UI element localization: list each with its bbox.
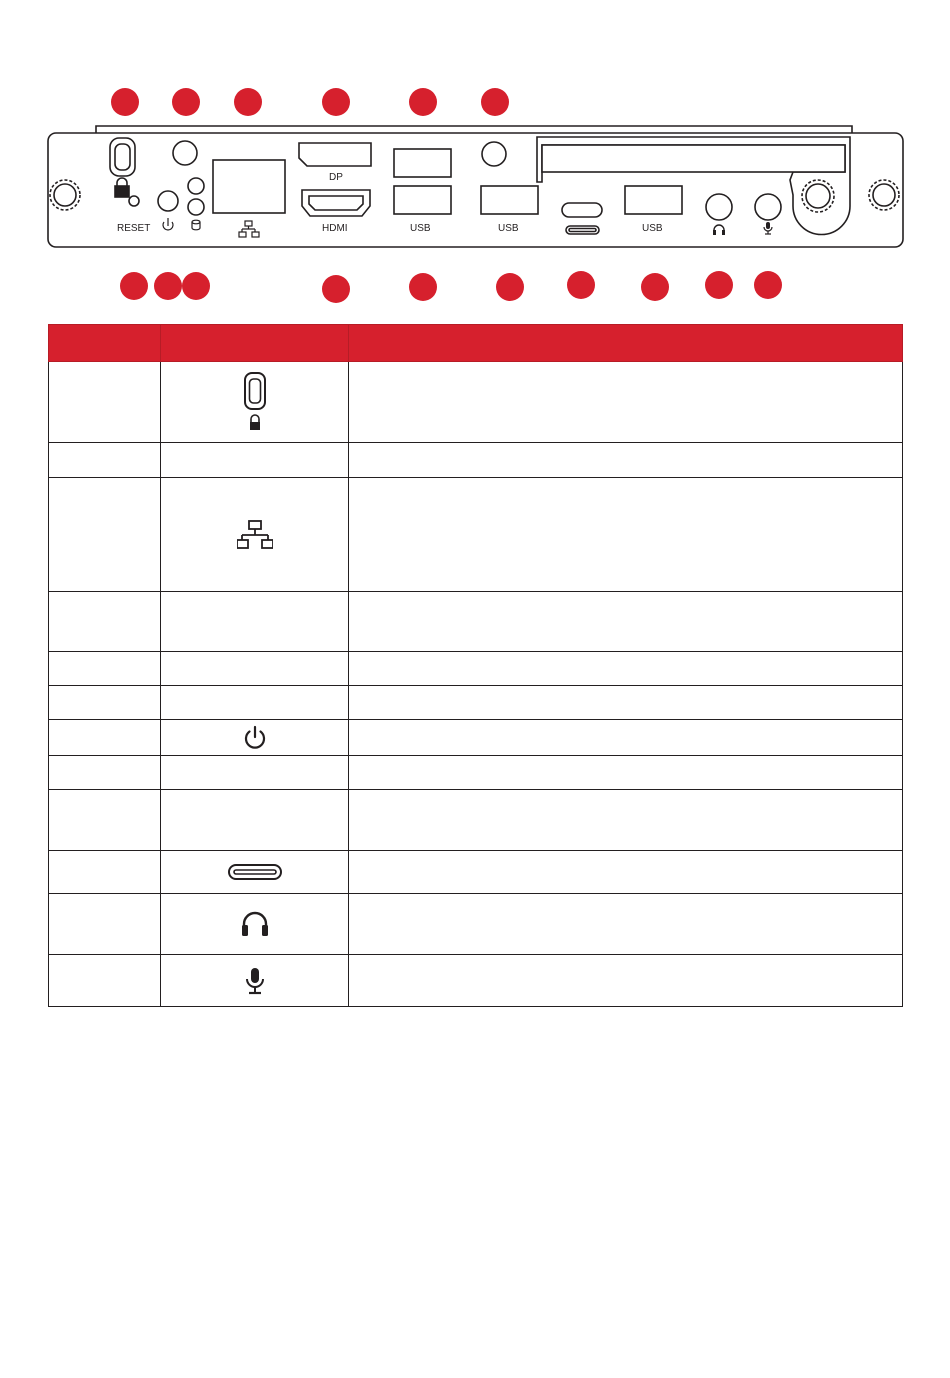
header-number <box>49 325 161 362</box>
row-description-cell <box>349 686 903 720</box>
table-row <box>49 790 903 851</box>
card-slot <box>537 137 850 234</box>
callout-marker <box>409 273 437 301</box>
table-row <box>49 652 903 686</box>
row-description-cell <box>349 790 903 851</box>
row-number-cell <box>49 686 161 720</box>
lan-network-icon <box>237 520 273 550</box>
row-description-cell <box>349 894 903 955</box>
row-number-cell <box>49 720 161 756</box>
table-header-row <box>49 325 903 362</box>
callout-marker <box>496 273 524 301</box>
led-indicator <box>188 178 204 194</box>
power-icon <box>163 218 173 230</box>
row-number-cell <box>49 362 161 443</box>
usb-c-port <box>562 203 602 234</box>
led-indicator <box>188 199 204 215</box>
usb-port <box>481 186 538 214</box>
row-description-cell <box>349 720 903 756</box>
row-number-cell <box>49 443 161 478</box>
headphone-jack <box>706 194 732 220</box>
row-number-cell <box>49 652 161 686</box>
row-number-cell <box>49 894 161 955</box>
callout-marker <box>641 273 669 301</box>
kensington-slot <box>110 138 139 206</box>
callout-marker <box>182 272 210 300</box>
top-callouts <box>111 88 509 116</box>
row-icon-cell <box>161 443 349 478</box>
storage-icon <box>192 220 200 230</box>
row-number-cell <box>49 592 161 652</box>
callout-marker <box>567 271 595 299</box>
port-spec-table <box>48 324 903 1007</box>
table-row <box>49 894 903 955</box>
row-description-cell <box>349 362 903 443</box>
hdmi-label: HDMI <box>322 223 348 234</box>
row-icon-cell <box>161 686 349 720</box>
table-row <box>49 720 903 756</box>
microphone-icon <box>764 222 772 234</box>
table-row <box>49 955 903 1007</box>
callout-marker <box>481 88 509 116</box>
row-icon-cell <box>161 478 349 592</box>
hdmi-port <box>302 190 370 216</box>
table-row <box>49 686 903 720</box>
dp-port <box>299 143 371 166</box>
row-description-cell <box>349 652 903 686</box>
dp-label: DP <box>329 172 343 183</box>
power-led-group <box>158 178 204 230</box>
row-icon-cell <box>161 592 349 652</box>
callout-marker <box>154 272 182 300</box>
row-description-cell <box>349 592 903 652</box>
row-icon-cell <box>161 362 349 443</box>
usb-label: USB <box>642 223 663 234</box>
callout-marker <box>409 88 437 116</box>
usb-label: USB <box>410 223 431 234</box>
row-icon-cell <box>161 894 349 955</box>
row-number-cell <box>49 955 161 1007</box>
callout-marker <box>754 271 782 299</box>
headphone-icon <box>241 911 269 937</box>
microphone-jack <box>755 194 781 220</box>
row-icon-cell <box>161 955 349 1007</box>
row-icon-cell <box>161 851 349 894</box>
table-row <box>49 362 903 443</box>
usb-port <box>625 186 682 214</box>
table-row <box>49 443 903 478</box>
table-row <box>49 478 903 592</box>
row-number-cell <box>49 851 161 894</box>
row-icon-cell <box>161 756 349 790</box>
usb-port-stack <box>394 149 451 214</box>
io-panel-diagram <box>0 0 950 310</box>
callout-marker <box>705 271 733 299</box>
row-description-cell <box>349 756 903 790</box>
row-description-cell <box>349 851 903 894</box>
lan-network-icon <box>239 221 259 237</box>
usb-c-icon <box>228 864 282 880</box>
row-description-cell <box>349 955 903 1007</box>
row-description-cell <box>349 478 903 592</box>
kensington-lock-icon <box>242 371 268 433</box>
row-description-cell <box>349 443 903 478</box>
callout-marker <box>234 88 262 116</box>
headphone-icon <box>713 225 725 235</box>
header-description <box>349 325 903 362</box>
row-icon-cell <box>161 790 349 851</box>
header-icon <box>161 325 349 362</box>
table-row <box>49 592 903 652</box>
reset-label: RESET <box>117 223 151 234</box>
callout-marker <box>322 275 350 303</box>
row-icon-cell <box>161 720 349 756</box>
callout-marker <box>120 272 148 300</box>
audio-jacks <box>706 194 781 235</box>
table-row <box>49 756 903 790</box>
power-button[interactable] <box>158 191 178 211</box>
callout-marker <box>322 88 350 116</box>
row-number-cell <box>49 478 161 592</box>
bottom-callouts <box>120 271 782 303</box>
callout-marker <box>111 88 139 116</box>
table-row <box>49 851 903 894</box>
microphone-icon <box>245 967 265 995</box>
callout-marker <box>172 88 200 116</box>
power-icon <box>242 725 268 751</box>
usb-label: USB <box>498 223 519 234</box>
row-icon-cell <box>161 652 349 686</box>
row-number-cell <box>49 790 161 851</box>
lan-port <box>213 160 285 237</box>
row-number-cell <box>49 756 161 790</box>
